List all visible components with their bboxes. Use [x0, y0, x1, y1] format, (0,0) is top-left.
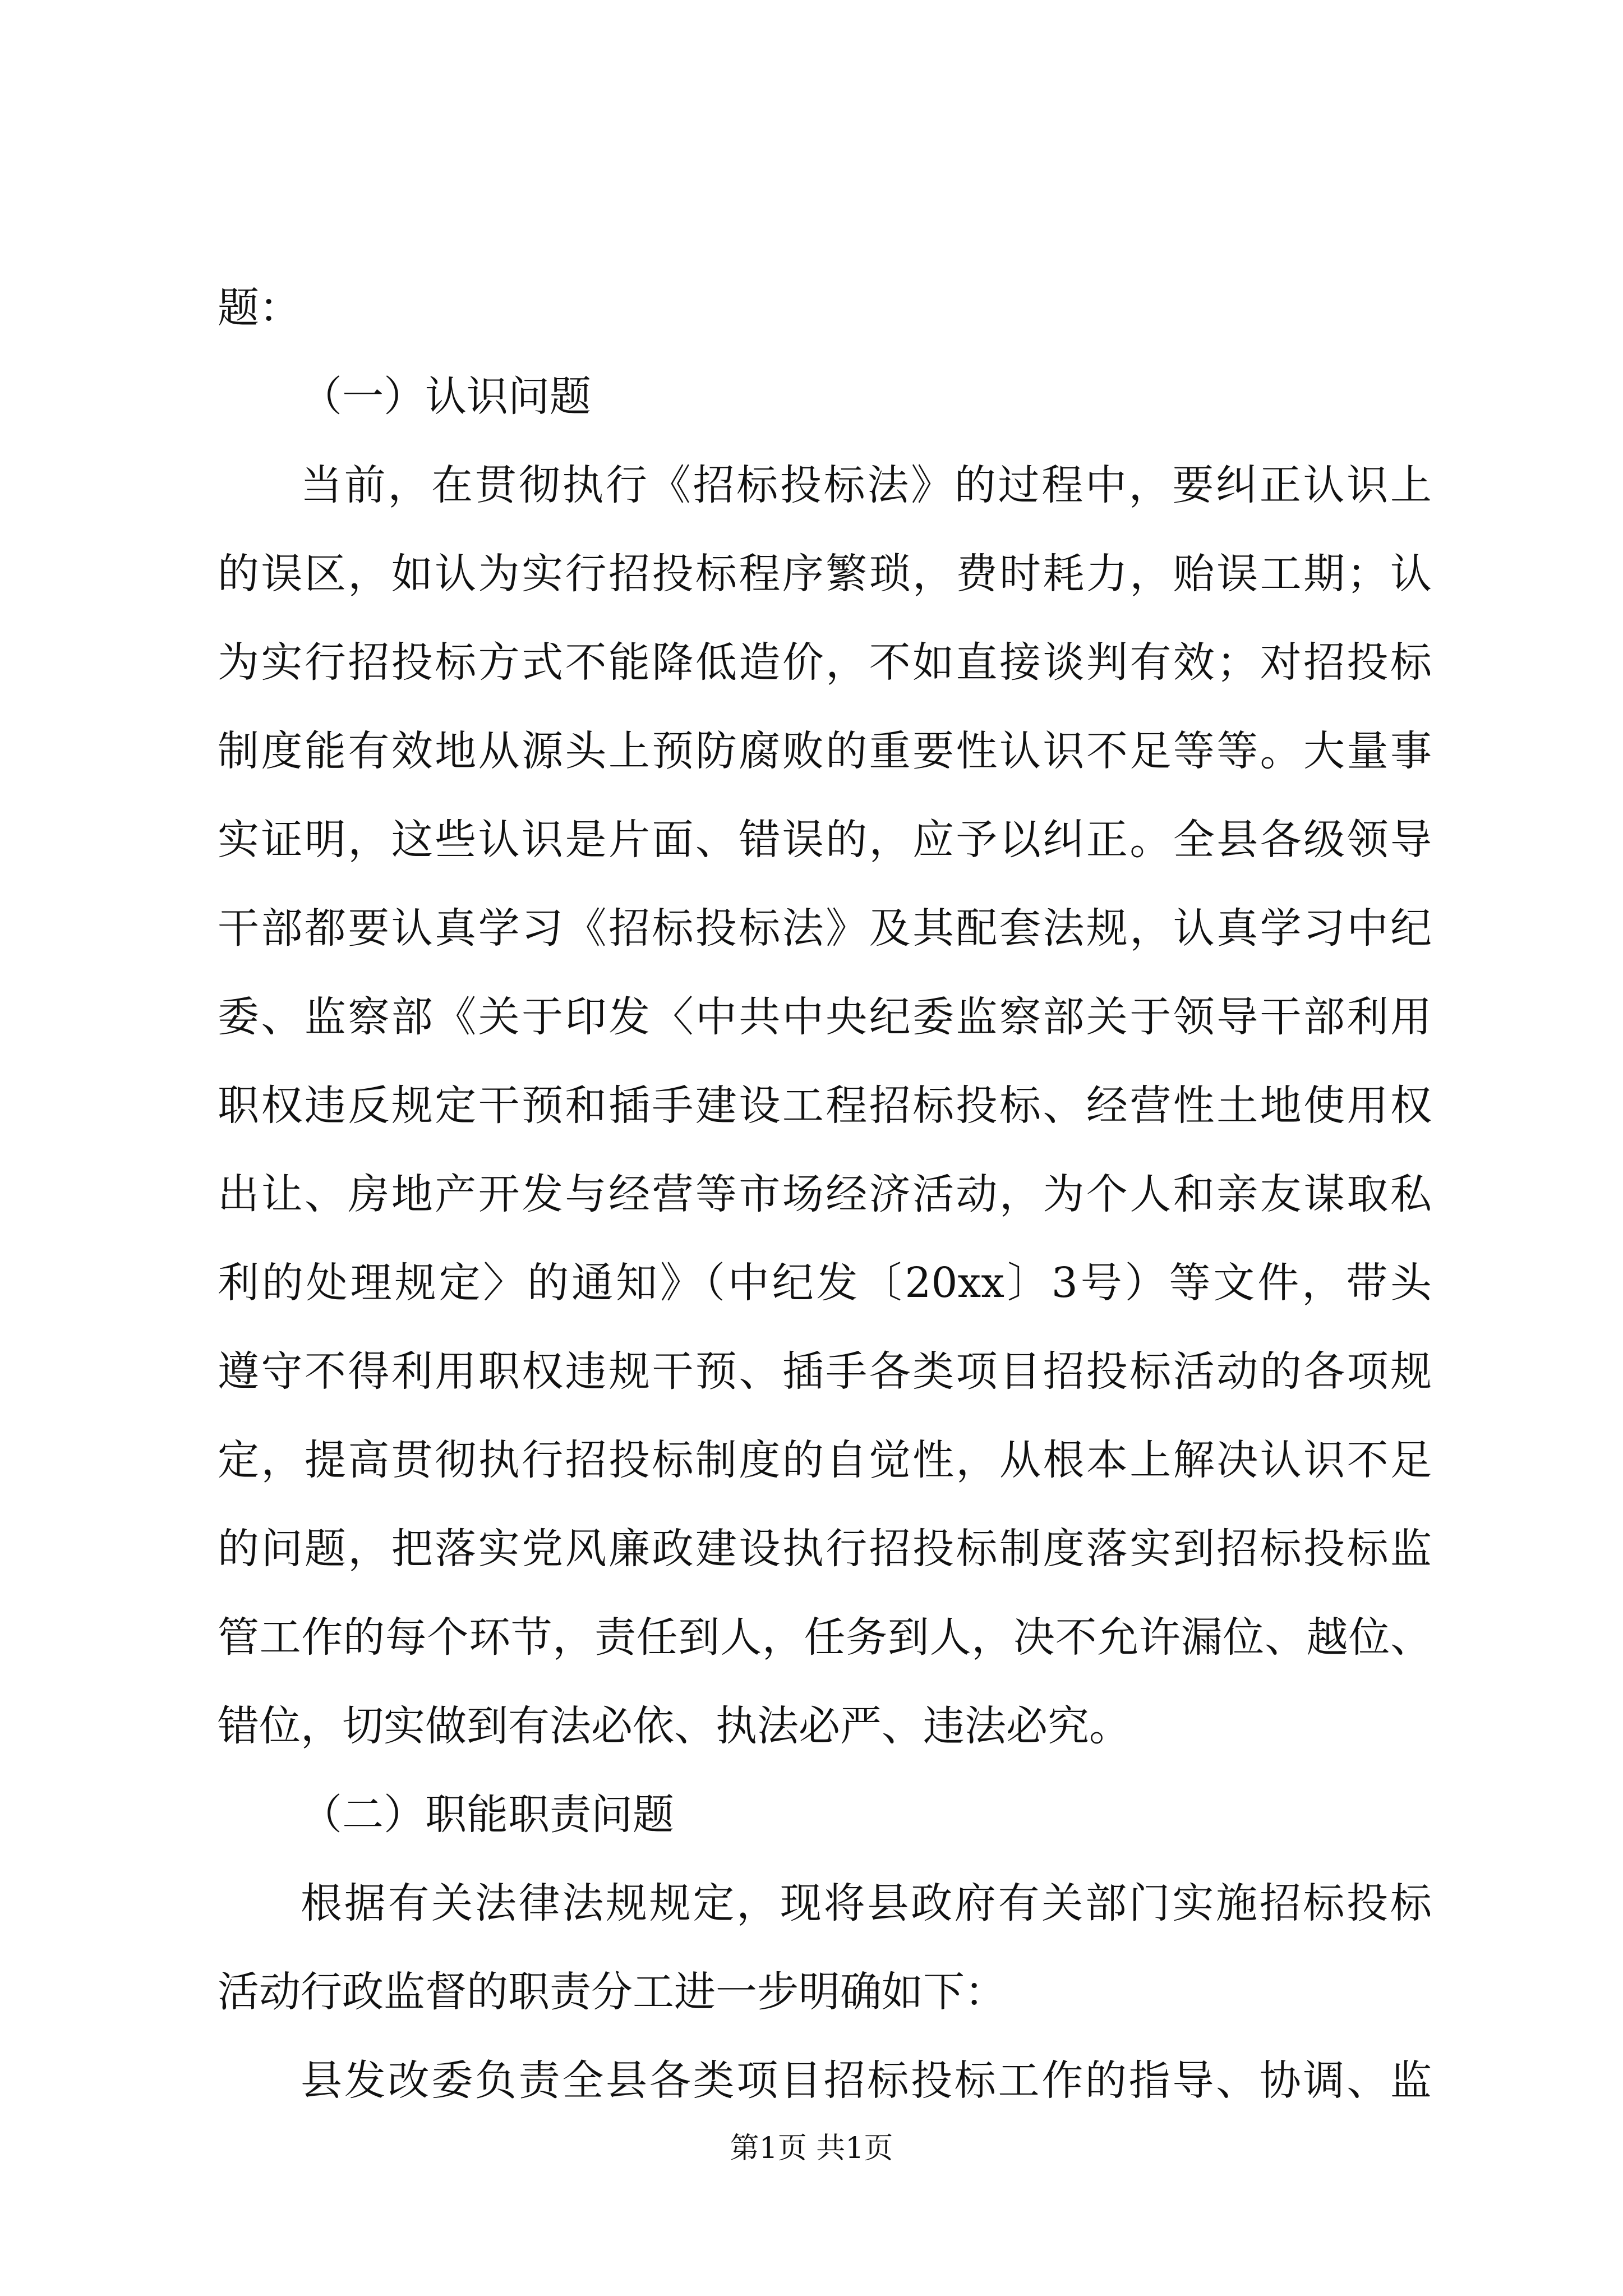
paragraph-line: 遵守不得利用职权违规干预、插手各类项目招投标活动的各项规 — [218, 1347, 1432, 1396]
paragraph-line: 县发改委负责全县各类项目招标投标工作的指导、协调、监 — [301, 2056, 1432, 2105]
paragraph-line: 干部都要认真学习《招标投标法》及其配套法规，认真学习中纪 — [218, 904, 1432, 953]
section-heading: （一）认识问题 — [301, 372, 591, 421]
paragraph-line: 出让、房地产开发与经营等市场经济活动，为个人和亲友谋取私 — [218, 1170, 1432, 1218]
paragraph-line: 错位，切实做到有法必依、执法必严、违法必究。 — [218, 1702, 1131, 1750]
paragraph-line: 利的处理规定〉的通知》（中纪发〔20xx〕3号）等文件，带头 — [218, 1259, 1432, 1307]
paragraph-line: 职权违反规定干预和插手建设工程招标投标、经营性土地使用权 — [218, 1082, 1432, 1130]
document-body — [218, 264, 1432, 2125]
paragraph-line: 当前，在贯彻执行《招标投标法》的过程中，要纠正认识上 — [301, 461, 1432, 509]
paragraph-line: 委、监察部《关于印发〈中共中央纪委监察部关于领导干部利用 — [218, 993, 1432, 1041]
section-heading: （二）职能职责问题 — [301, 1791, 674, 1839]
paragraph-line: 的误区，如认为实行招投标程序繁琐，费时耗力，贻误工期；认 — [218, 550, 1432, 598]
paragraph-line: 活动行政监督的职责分工进一步明确如下： — [218, 1968, 1006, 2016]
paragraph-line: 定，提高贯彻执行招投标制度的自觉性，从根本上解决认识不足 — [218, 1436, 1432, 1484]
paragraph-line: 管工作的每个环节，责任到人，任务到人，决不允许漏位、越位、 — [218, 1613, 1432, 1662]
paragraph-line: 的问题，把落实党风廉政建设执行招投标制度落实到招标投标监 — [218, 1525, 1432, 1573]
page-number-footer: 第1页 共1页 — [730, 2132, 893, 2165]
paragraph-line: 根据有关法律法规规定，现将县政府有关部门实施招标投标 — [301, 1879, 1432, 1927]
text-line: 题： — [218, 284, 301, 332]
paragraph-line: 实证明，这些认识是片面、错误的，应予以纠正。全县各级领导 — [218, 816, 1432, 864]
paragraph-line: 制度能有效地从源头上预防腐败的重要性认识不足等等。大量事 — [218, 727, 1432, 775]
paragraph-line: 为实行招投标方式不能降低造价，不如直接谈判有效；对招投标 — [218, 638, 1432, 687]
